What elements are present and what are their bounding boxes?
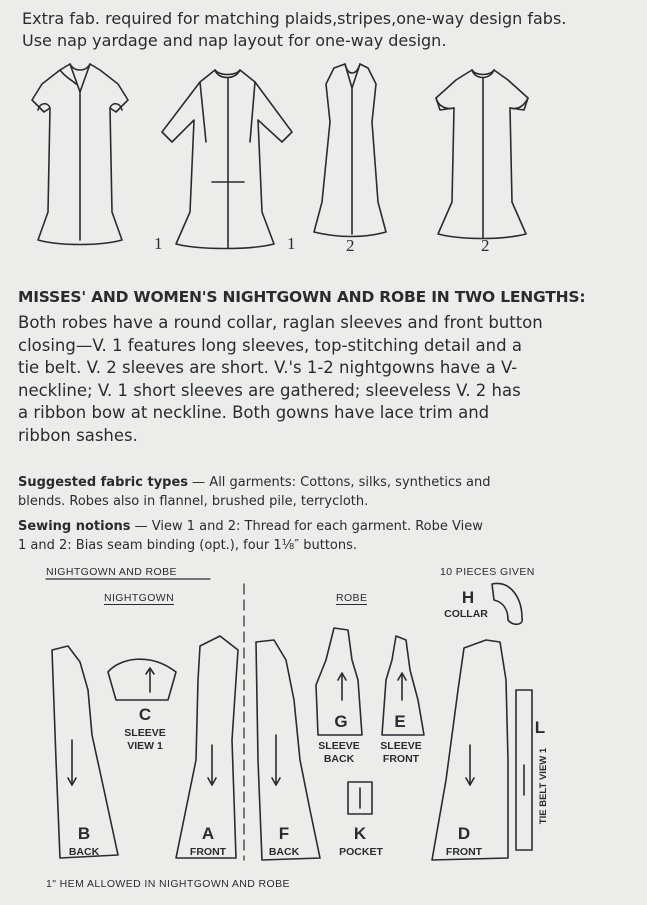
robe-view-2-drawing (436, 70, 528, 239)
view-label-1b: 1 (287, 234, 296, 253)
description-line: a ribbon bow at neckline. Both gowns have lace trim and (18, 403, 490, 422)
nightgown-section-label: NIGHTGOWN (104, 592, 175, 604)
nightgown-view-2-drawing (314, 64, 386, 237)
fabric-text-1: — All garments: Cottons, silks, synthetics and (188, 475, 491, 490)
description-line: Both robes have a round collar, raglan sleeves and front button (18, 313, 543, 332)
notions-text-2: 1 and 2: Bias seam binding (opt.), four 1⅛″ buttons. (18, 538, 358, 553)
piece-a-letter: A (201, 824, 215, 843)
description-line: tie belt. V. 2 sleeves are short. V.'s 1-2 nightgowns have a V- (18, 358, 518, 377)
description-line: closing—V. 1 features long sleeves, top-stitching detail and a (18, 335, 522, 355)
piece-c-name-2: VIEW 1 (127, 740, 163, 752)
view-label-1a: 1 (154, 234, 163, 253)
view-label-2b: 2 (481, 236, 490, 255)
piece-g-name-1: SLEEVE (318, 740, 360, 752)
header-pieces-given: 10 PIECES GIVEN (440, 566, 535, 578)
garment-illustrations (0, 62, 647, 262)
piece-l-letter: L (534, 718, 546, 737)
notions-label: Sewing notions (18, 519, 131, 534)
piece-h-letter: H (461, 588, 475, 607)
piece-b-name: BACK (68, 846, 100, 858)
piece-l-name: TIE BELT VIEW 1 (538, 747, 549, 825)
piece-h-collar-shape (492, 583, 522, 624)
pattern-description (18, 312, 630, 447)
fabric-label: Suggested fabric types (18, 475, 189, 490)
suggested-fabric-types (18, 473, 630, 511)
sewing-notions (18, 517, 630, 555)
pattern-pieces-diagram (0, 560, 647, 900)
piece-f-letter: F (278, 824, 290, 843)
piece-g-name-2: BACK (323, 753, 355, 765)
piece-c-name-1: SLEEVE (124, 727, 166, 739)
pattern-heading: MISSES' AND WOMEN'S NIGHTGOWN AND ROBE IN TWO LENGTHS: (18, 288, 586, 306)
piece-d-name: FRONT (445, 846, 483, 858)
piece-f-name: BACK (268, 846, 300, 858)
hem-allowance-note: 1" HEM ALLOWED IN NIGHTGOWN AND ROBE (46, 878, 290, 890)
piece-l-tie-belt-shape (516, 690, 532, 850)
notions-text-1: — View 1 and 2: Thread for each garment. Robe View (130, 519, 483, 534)
piece-b-letter: B (77, 824, 91, 843)
note-line-2: Use nap yardage and nap layout for one-way design. (22, 31, 447, 50)
fabric-text-2: blends. Robes also in flannel, brushed pile, terrycloth. (18, 494, 369, 509)
robe-view-1-drawing (162, 70, 292, 249)
piece-e-name-2: FRONT (382, 753, 420, 765)
description-line: ribbon sashes. (18, 425, 138, 445)
view-label-2a: 2 (346, 236, 355, 255)
piece-k-letter: K (353, 824, 367, 843)
piece-c-sleeve-shape (108, 659, 176, 700)
piece-e-name-1: SLEEVE (380, 740, 422, 752)
piece-a-name: FRONT (189, 846, 227, 858)
piece-d-letter: D (457, 824, 471, 843)
piece-c-letter: C (138, 705, 152, 724)
piece-g-letter: G (334, 712, 348, 731)
piece-e-letter: E (394, 712, 406, 731)
piece-h-name: COLLAR (444, 608, 488, 620)
robe-section-label: ROBE (336, 592, 368, 604)
piece-k-pocket-shape (348, 782, 372, 814)
description-line: neckline; V. 1 short sleeves are gathered; sleeveless V. 2 has (18, 380, 521, 400)
piece-k-name: POCKET (339, 846, 383, 858)
note-line-1: Extra fab. required for matching plaids,stripes,one-way design fabs. (22, 9, 567, 28)
fabric-requirement-note (22, 8, 632, 52)
nightgown-view-1-drawing (32, 64, 128, 245)
header-nightgown-and-robe: NIGHTGOWN AND ROBE (46, 566, 177, 578)
